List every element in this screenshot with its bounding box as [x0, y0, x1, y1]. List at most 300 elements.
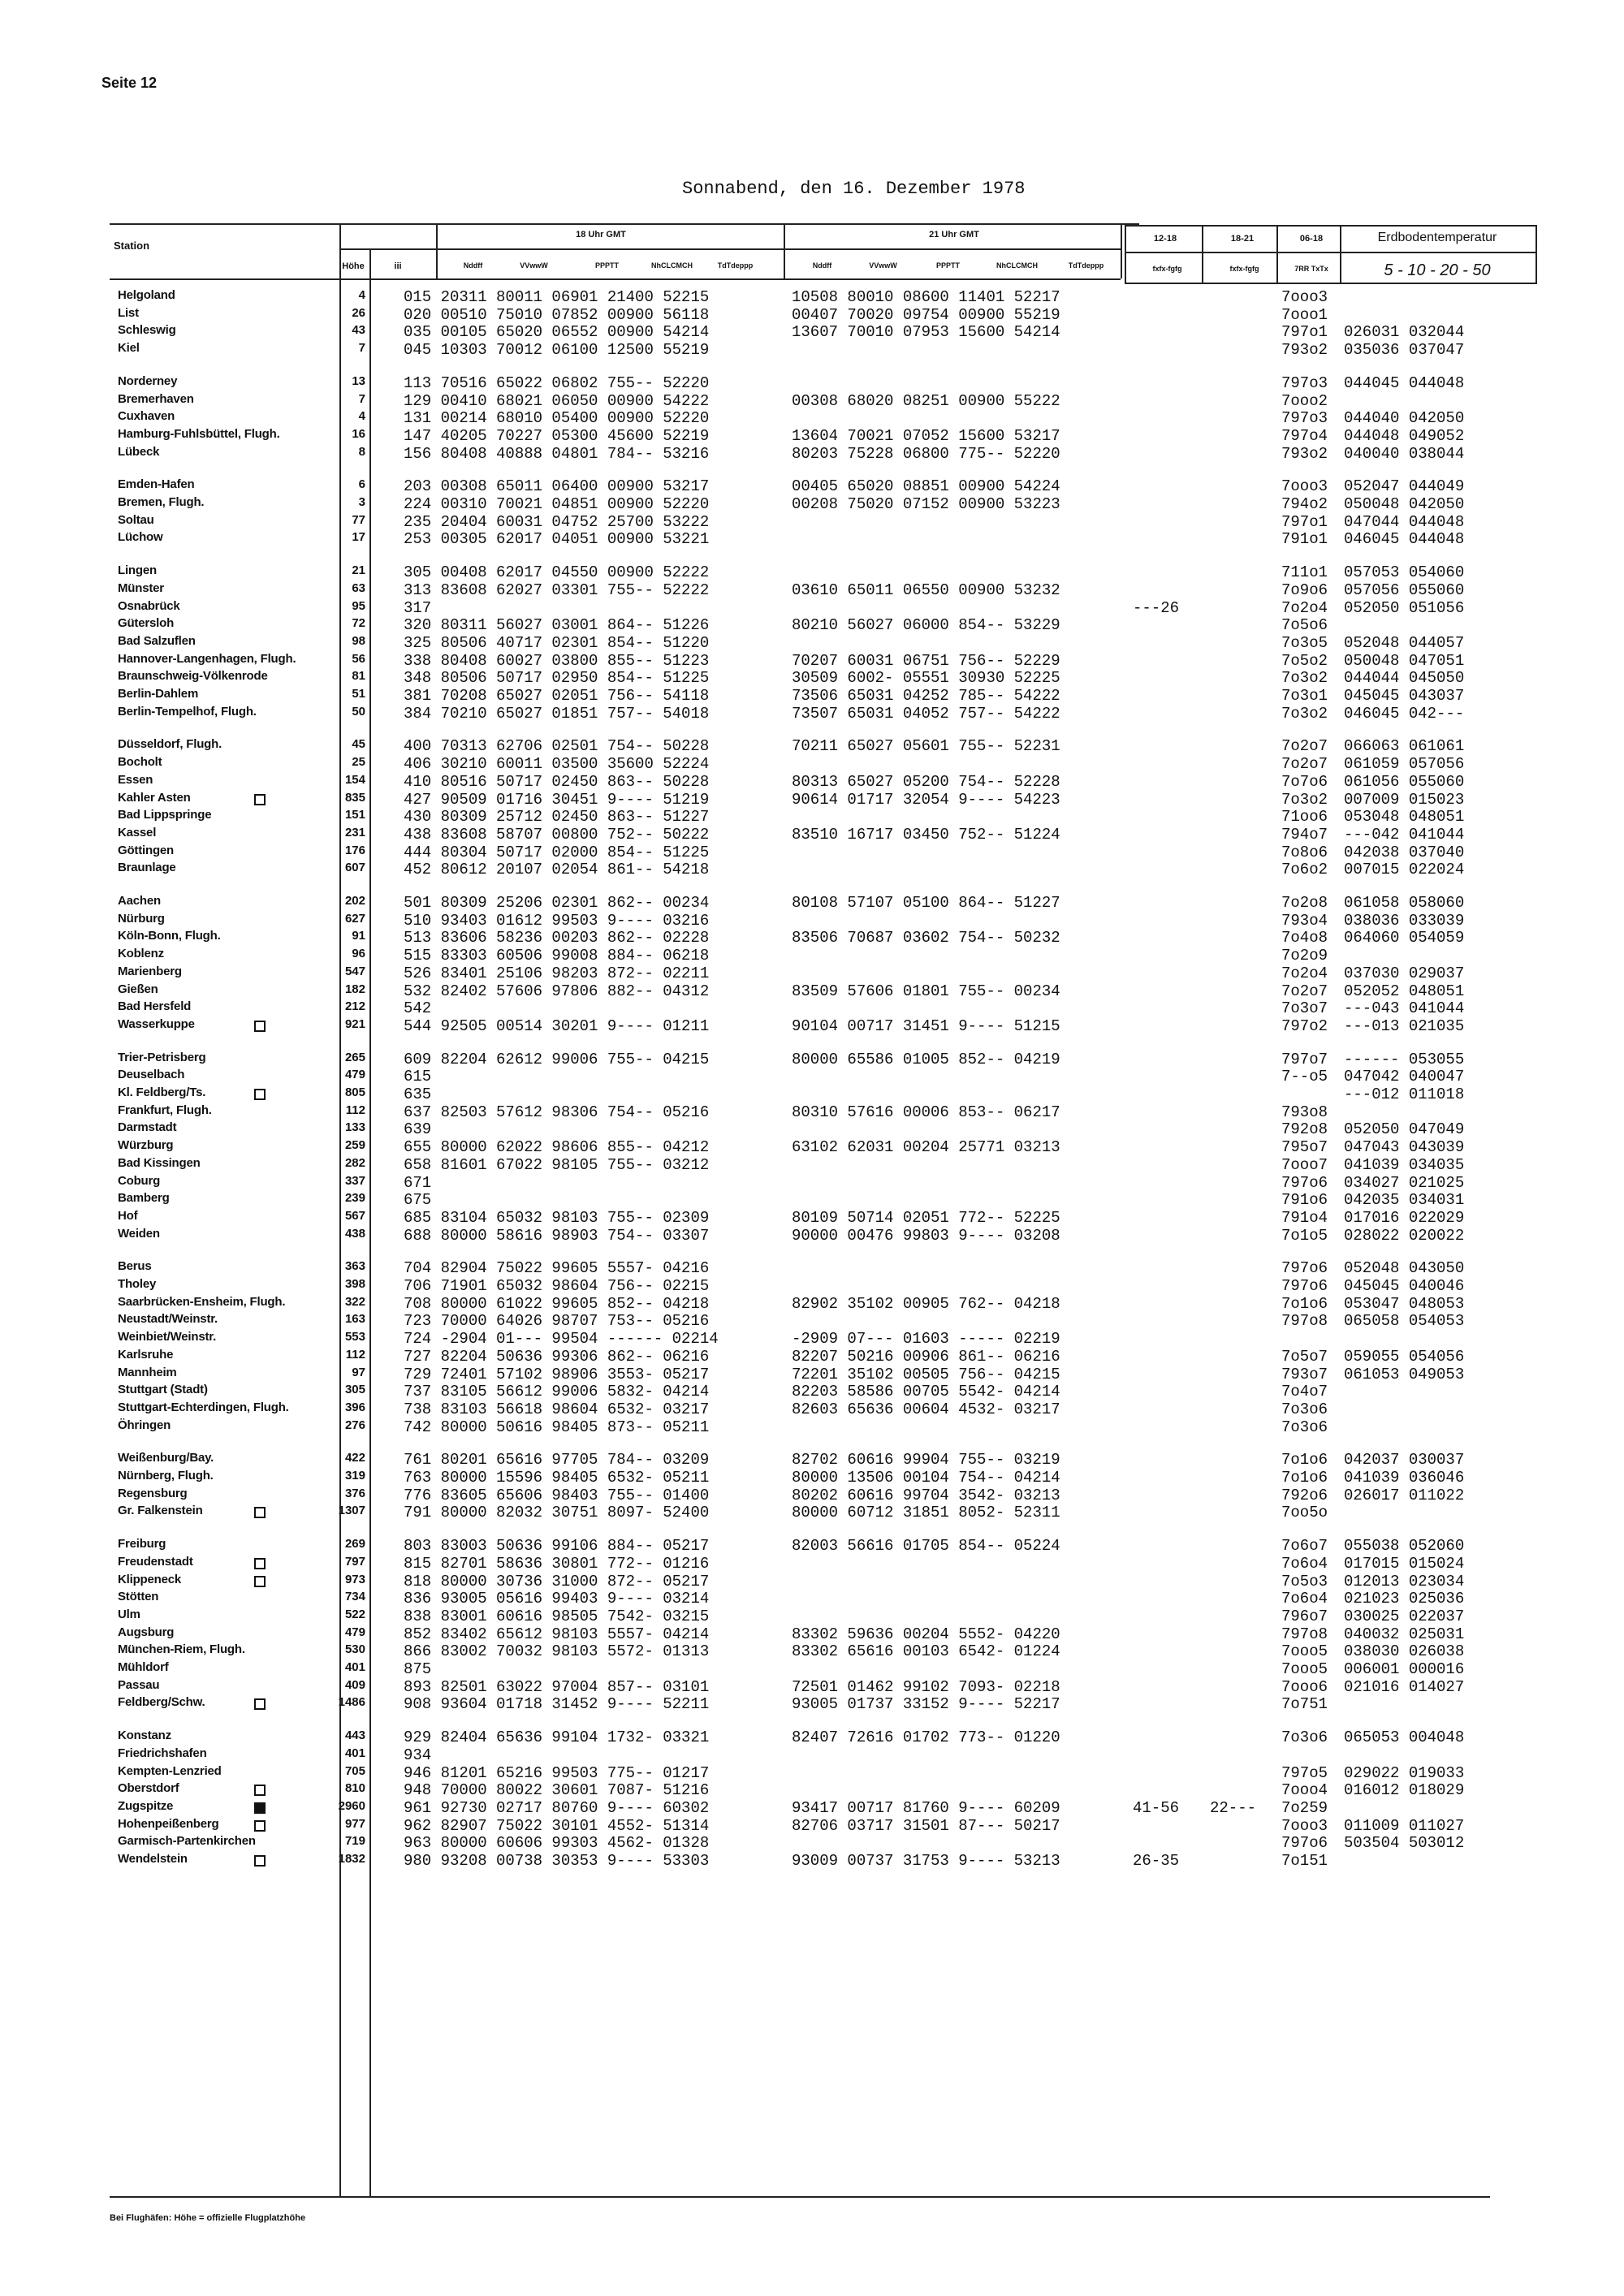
station-height: 797 [344, 1554, 365, 1569]
soil-temperature: 038030 026038 [1344, 1642, 1465, 1661]
open-square-icon [254, 1507, 266, 1518]
station-height: 705 [344, 1763, 365, 1778]
data-18-gmt: 658 81601 67022 98105 755-- 03212 [404, 1155, 710, 1174]
soil-temperature: ---013 021035 [1344, 1016, 1465, 1035]
data-21-gmt: 80000 13506 00104 754-- 04214 [792, 1469, 1060, 1487]
extra-06-18: 7ooo1 [1281, 305, 1328, 324]
data-18-gmt: 515 83303 60506 99008 884-- 06218 [404, 947, 710, 965]
top-rule [110, 223, 1139, 225]
header-18-col-2: PPPTT [594, 261, 619, 270]
data-18-gmt: 946 81201 65216 99503 775-- 01217 [404, 1763, 710, 1782]
data-18-gmt: 532 82402 57606 97806 882-- 04312 [404, 982, 710, 1000]
soil-temperature: 050048 042050 [1344, 495, 1465, 513]
extra-06-18: 797o8 [1281, 1625, 1328, 1643]
open-square-icon [254, 1021, 266, 1032]
soil-temperature: 052047 044049 [1344, 477, 1465, 496]
station-name: Stötten [118, 1590, 159, 1604]
soil-temperature: 044048 049052 [1344, 426, 1465, 445]
station-name: Gr. Falkenstein [118, 1504, 203, 1518]
soil-temperature: 021023 025036 [1344, 1590, 1465, 1608]
data-18-gmt: 131 00214 68010 05400 00900 52220 [404, 409, 710, 428]
open-square-icon [254, 1576, 266, 1587]
station-name: Friedrichshafen [118, 1746, 207, 1760]
soil-temperature: 065058 054053 [1344, 1312, 1465, 1331]
station-height: 282 [344, 1155, 365, 1170]
station-height: 4 [358, 409, 365, 424]
extra-06-18: 7o6o4 [1281, 1554, 1328, 1573]
soil-temperature: 044040 042050 [1344, 409, 1465, 428]
station-height: 182 [344, 982, 365, 996]
data-21-gmt: 82603 65636 00604 4532- 03217 [792, 1400, 1060, 1418]
station-height: 17 [352, 530, 365, 545]
station-name: Konstanz [118, 1728, 171, 1743]
data-18-gmt: 688 80000 58616 98903 754-- 03307 [404, 1226, 710, 1245]
soil-temperature: 034027 021025 [1344, 1173, 1465, 1192]
data-18-gmt: 609 82204 62612 99006 755-- 04215 [404, 1050, 710, 1068]
data-18-gmt: 235 20404 60031 04752 25700 53222 [404, 512, 710, 531]
data-21-gmt: 90614 01717 32054 9---- 54223 [792, 790, 1060, 809]
station-height: 96 [352, 947, 365, 961]
station-name: Nürnberg, Flugh. [118, 1469, 214, 1482]
station-name: Mühldorf [118, 1660, 169, 1674]
header-station: Station [114, 240, 150, 252]
station-height: 547 [344, 964, 365, 978]
station-name: Koblenz [118, 947, 164, 961]
soil-temperature: 047042 040047 [1344, 1068, 1465, 1086]
soil-temperature: 017015 015024 [1344, 1554, 1465, 1573]
extra-06-18: 7o2o7 [1281, 982, 1328, 1000]
soil-temperature: 053048 048051 [1344, 808, 1465, 826]
data-18-gmt: 156 80408 40888 04801 784-- 53216 [404, 444, 710, 463]
station-height: 7 [358, 391, 365, 406]
data-18-gmt: 729 72401 57102 98906 3553- 05217 [404, 1365, 710, 1383]
divider-21-end [1121, 223, 1122, 278]
station-name: Norderney [118, 373, 178, 388]
station-height: 98 [352, 633, 365, 648]
station-name: Bremerhaven [118, 391, 194, 406]
extra-06-18: 7ooo3 [1281, 477, 1328, 496]
station-name: Bad Kissingen [118, 1155, 201, 1170]
soil-temperature: 061058 058060 [1344, 894, 1465, 912]
extra-06-18: 791o6 [1281, 1191, 1328, 1210]
page-date: Sonnabend, den 16. Dezember 1978 [682, 179, 1026, 199]
data-18-gmt: 836 93005 05616 99403 9---- 03214 [404, 1590, 710, 1608]
data-18-gmt: 317 [404, 598, 432, 617]
data-18-gmt: 253 00305 62017 04051 00900 53221 [404, 530, 710, 549]
soil-temperature: 030025 022037 [1344, 1607, 1465, 1625]
extra-06-18: 7o2o4 [1281, 598, 1328, 617]
extra-06-18: 797o3 [1281, 373, 1328, 392]
data-18-gmt: 962 82907 75022 30101 4552- 51314 [404, 1816, 710, 1835]
extra-06-18: 7o1o6 [1281, 1451, 1328, 1470]
soil-temperature: 061053 049053 [1344, 1365, 1465, 1383]
station-height: 63 [352, 580, 365, 595]
station-height: 112 [345, 1347, 365, 1362]
data-18-gmt: 671 [404, 1173, 432, 1192]
extra-06-18: 7o3o6 [1281, 1418, 1328, 1436]
data-18-gmt: 438 83608 58707 00800 752-- 50222 [404, 825, 710, 844]
divider-hoehe [369, 248, 371, 2197]
station-height: 401 [344, 1746, 365, 1760]
extra-06-18: 793o8 [1281, 1103, 1328, 1121]
data-18-gmt: 639 [404, 1120, 432, 1139]
extra-06-18: 7o6o4 [1281, 1590, 1328, 1608]
soil-temperature: 047044 044048 [1344, 512, 1465, 531]
station-height: 553 [344, 1330, 365, 1344]
data-18-gmt: 444 80304 50717 02000 854-- 51225 [404, 843, 710, 861]
station-height: 810 [344, 1781, 365, 1796]
soil-temperature: 052050 047049 [1344, 1120, 1465, 1139]
station-name: Deuselbach [118, 1068, 185, 1082]
station-name: Bocholt [118, 755, 162, 770]
station-name: Neustadt/Weinstr. [118, 1312, 218, 1327]
station-name: Soltau [118, 512, 154, 527]
extra-06-18: 797o6 [1281, 1173, 1328, 1192]
station-name: Kempten-Lenzried [118, 1763, 222, 1778]
soil-temperature: 503504 503012 [1344, 1834, 1465, 1853]
station-height: 1486 [338, 1695, 365, 1710]
extra-06-18: 7o2o7 [1281, 755, 1328, 774]
soil-temperature: 046045 044048 [1344, 530, 1465, 549]
header-iii: iii [394, 261, 402, 271]
data-21-gmt: 03610 65011 06550 00900 53232 [792, 580, 1060, 599]
divider-ext-1 [1125, 225, 1126, 283]
soil-temperature: 042038 037040 [1344, 843, 1465, 861]
extra-06-18: 7o3o2 [1281, 669, 1328, 688]
station-height: 6 [358, 477, 365, 492]
open-square-icon [254, 794, 266, 805]
extra-06-18: 7o3o7 [1281, 999, 1328, 1018]
extra-06-18: 7o5o7 [1281, 1347, 1328, 1366]
divider-ext-4 [1340, 225, 1341, 283]
station-name: Karlsruhe [118, 1347, 174, 1362]
soil-temperature: 035036 037047 [1344, 341, 1465, 360]
station-name: Kassel [118, 825, 157, 839]
extra-06-18: 7o2o9 [1281, 947, 1328, 965]
soil-temperature: 028022 020022 [1344, 1226, 1465, 1245]
station-name: Garmisch-Partenkirchen [118, 1834, 256, 1849]
data-18-gmt: 948 70000 80022 30601 7087- 51216 [404, 1781, 710, 1800]
station-height: 1307 [338, 1504, 365, 1518]
data-21-gmt: 00405 65020 08851 00900 54224 [792, 477, 1060, 496]
station-height: 8 [358, 444, 365, 459]
data-21-gmt: 83509 57606 01801 755-- 00234 [792, 982, 1060, 1000]
extra-06-18: 797o4 [1281, 426, 1328, 445]
divider-groups [784, 223, 785, 278]
extra-06-18: 7o7o6 [1281, 772, 1328, 791]
station-height: 479 [344, 1625, 365, 1639]
station-height: 276 [344, 1418, 365, 1432]
data-18-gmt: 980 93208 00738 30353 9---- 53303 [404, 1852, 710, 1870]
header-18-uhr: 18 Uhr GMT [576, 230, 626, 240]
station-name: Frankfurt, Flugh. [118, 1103, 212, 1117]
soil-temperature: 053047 048053 [1344, 1294, 1465, 1313]
extra-06-18: 71oo6 [1281, 808, 1328, 826]
station-height: 81 [352, 669, 365, 684]
extra-06-18: 7o4o8 [1281, 929, 1328, 947]
data-18-gmt: 305 00408 62017 04550 00900 52222 [404, 563, 710, 582]
data-18-gmt: 838 83001 60616 98505 7542- 03215 [404, 1607, 710, 1625]
station-height: 25 [352, 755, 365, 770]
data-21-gmt: 73506 65031 04252 785-- 54222 [792, 687, 1060, 705]
data-18-gmt: 738 83103 56618 98604 6532- 03217 [404, 1400, 710, 1418]
station-height: 21 [352, 563, 365, 578]
extra-06-18: 793o2 [1281, 444, 1328, 463]
extra-06-18: 7o1o5 [1281, 1226, 1328, 1245]
ext-top-rule [1125, 225, 1537, 227]
data-18-gmt: 934 [404, 1746, 432, 1764]
station-name: Bad Salzuflen [118, 633, 196, 648]
data-18-gmt: 020 00510 75010 07852 00900 56118 [404, 305, 710, 324]
header-hoehe: Höhe [342, 261, 365, 271]
data-18-gmt: 761 80201 65616 97705 784-- 03209 [404, 1451, 710, 1470]
soil-temperature: 052048 044057 [1344, 633, 1465, 652]
ext-bottom-rule [1125, 283, 1537, 284]
extra-12-18: ---26 [1133, 598, 1180, 617]
station-name: Augsburg [118, 1625, 175, 1639]
open-square-icon [254, 1820, 266, 1832]
extra-06-18: 792o8 [1281, 1120, 1328, 1139]
station-name: Bad Lippspringe [118, 808, 212, 822]
extra-06-18: 7ooo3 [1281, 288, 1328, 306]
station-height: 977 [344, 1816, 365, 1831]
page-label: Seite 12 [102, 75, 158, 91]
data-18-gmt: 400 70313 62706 02501 754-- 50228 [404, 737, 710, 756]
extra-06-18: 7o4o7 [1281, 1383, 1328, 1401]
station-name: List [118, 305, 139, 320]
station-height: 45 [352, 737, 365, 752]
station-name: Regensburg [118, 1486, 188, 1500]
extra-06-18: 797o3 [1281, 409, 1328, 428]
extra-06-18: 797o7 [1281, 1050, 1328, 1068]
data-21-gmt: 70211 65027 05601 755-- 52231 [792, 737, 1060, 756]
station-name: Berus [118, 1259, 152, 1274]
station-name: Köln-Bonn, Flugh. [118, 929, 221, 943]
data-18-gmt: 513 83606 58236 00203 862-- 02228 [404, 929, 710, 947]
soil-temperature: 021016 014027 [1344, 1677, 1465, 1696]
data-18-gmt: 929 82404 65636 99104 1732- 03321 [404, 1728, 710, 1747]
station-height: 973 [344, 1572, 365, 1586]
data-18-gmt: 708 80000 61022 99605 852-- 04218 [404, 1294, 710, 1313]
station-height: 202 [344, 894, 365, 908]
soil-temperature: 017016 022029 [1344, 1208, 1465, 1227]
extra-06-18: 7o3o5 [1281, 633, 1328, 652]
soil-temperature: 045045 040046 [1344, 1277, 1465, 1295]
extra-12-18: 26-35 [1133, 1852, 1180, 1870]
extra-06-18: 7o2o4 [1281, 964, 1328, 982]
soil-temperature: 061059 057056 [1344, 755, 1465, 774]
data-18-gmt: 526 83401 25106 98203 872-- 02211 [404, 964, 710, 982]
station-height: 133 [344, 1120, 365, 1135]
data-18-gmt: 113 70516 65022 06802 755-- 52220 [404, 373, 710, 392]
station-name: Freudenstadt [118, 1554, 193, 1569]
station-name: Braunlage [118, 861, 176, 875]
soil-temperature: 012013 023034 [1344, 1572, 1465, 1590]
data-21-gmt: 83302 59636 00204 5552- 04220 [792, 1625, 1060, 1643]
station-height: 163 [344, 1312, 365, 1327]
header-18-col-1: VVwwW [520, 261, 548, 270]
extra-06-18: 794o2 [1281, 495, 1328, 513]
data-18-gmt: 384 70210 65027 01851 757-- 54018 [404, 704, 710, 723]
soil-temperature: 066063 061061 [1344, 737, 1465, 756]
soil-temperature: 065053 004048 [1344, 1728, 1465, 1747]
data-21-gmt: 00407 70020 09754 00900 55219 [792, 305, 1060, 324]
extra-06-18: 791o1 [1281, 530, 1328, 549]
station-name: Lüchow [118, 530, 163, 545]
station-name: Hamburg-Fuhlsbüttel, Flugh. [118, 426, 280, 441]
open-square-icon [254, 1558, 266, 1569]
data-21-gmt: 82003 56616 01705 854-- 05224 [792, 1537, 1060, 1556]
extra-06-18: 7o3o2 [1281, 704, 1328, 723]
data-18-gmt: 224 00310 70021 04851 00900 52220 [404, 495, 710, 513]
station-height: 734 [344, 1590, 365, 1604]
data-21-gmt: 82702 60616 99904 755-- 03219 [792, 1451, 1060, 1470]
data-18-gmt: 544 92505 00514 30201 9---- 01211 [404, 1016, 710, 1035]
station-name: Hohenpeißenberg [118, 1816, 219, 1831]
station-height: 530 [344, 1642, 365, 1657]
extra-06-18: 7o5o2 [1281, 651, 1328, 670]
data-18-gmt: 203 00308 65011 06400 00900 53217 [404, 477, 710, 496]
station-height: 77 [352, 512, 365, 527]
data-18-gmt: 908 93604 01718 31452 9---- 52211 [404, 1695, 710, 1714]
data-21-gmt: 80202 60616 99704 3542- 03213 [792, 1486, 1060, 1504]
station-height: 212 [344, 999, 365, 1014]
data-18-gmt: 035 00105 65020 06552 00900 54214 [404, 323, 710, 342]
extra-06-18: 7o8o6 [1281, 843, 1328, 861]
header-21-col-0: Nddff [812, 261, 832, 270]
extra-06-18: 794o7 [1281, 825, 1328, 844]
soil-temperature: ---042 041044 [1344, 825, 1465, 844]
station-name: Wasserkuppe [118, 1016, 195, 1031]
data-21-gmt: 80000 60712 31851 8052- 52311 [792, 1504, 1060, 1522]
extra-06-18: 7o2o8 [1281, 894, 1328, 912]
data-18-gmt: 742 80000 50616 98405 873-- 05211 [404, 1418, 710, 1436]
station-name: Ulm [118, 1607, 140, 1621]
divider-ext-2 [1202, 225, 1203, 283]
station-name: Lübeck [118, 444, 160, 459]
station-name: Trier-Petrisberg [118, 1050, 206, 1064]
data-18-gmt: 320 80311 56027 03001 864-- 51226 [404, 616, 710, 635]
extra-06-18: 7o2o7 [1281, 737, 1328, 756]
station-name: Stuttgart-Echterdingen, Flugh. [118, 1400, 289, 1414]
station-height: 72 [352, 616, 365, 631]
data-21-gmt: 00208 75020 07152 00900 53223 [792, 495, 1060, 513]
data-18-gmt: 791 80000 82032 30751 8097- 52400 [404, 1504, 710, 1522]
station-height: 16 [352, 426, 365, 441]
data-18-gmt: 147 40205 70227 05300 45600 52219 [404, 426, 710, 445]
extra-06-18: 7o3o1 [1281, 687, 1328, 705]
extra-06-18: 7ooo5 [1281, 1642, 1328, 1661]
soil-temperature: 040032 025031 [1344, 1625, 1465, 1643]
data-18-gmt: 430 80309 25712 02450 863-- 51227 [404, 808, 710, 826]
station-name: Wendelstein [118, 1852, 188, 1866]
station-height: 239 [344, 1191, 365, 1206]
station-height: 401 [344, 1660, 365, 1674]
station-height: 7 [358, 341, 365, 356]
extra-06-18: 711o1 [1281, 563, 1328, 582]
extra-06-18: 797o2 [1281, 1016, 1328, 1035]
station-name: Oberstdorf [118, 1781, 179, 1796]
station-height: 231 [344, 825, 365, 839]
data-21-gmt: 82203 58586 00705 5542- 04214 [792, 1383, 1060, 1401]
data-18-gmt: 410 80516 50717 02450 863-- 50228 [404, 772, 710, 791]
open-square-icon [254, 1089, 266, 1100]
data-21-gmt: 30509 6002- 05551 30930 52225 [792, 669, 1060, 688]
station-height: 322 [344, 1294, 365, 1309]
header-18-col-4: TdTdeppp [717, 261, 754, 270]
header-erdboden: Erdbodentemperatur [1377, 231, 1497, 244]
station-name: Düsseldorf, Flugh. [118, 737, 222, 752]
header-06-18: 06-18 [1299, 234, 1324, 244]
soil-temperature: 041039 036046 [1344, 1469, 1465, 1487]
station-height: 422 [344, 1451, 365, 1465]
data-18-gmt: 542 [404, 999, 432, 1018]
soil-temperature: 037030 029037 [1344, 964, 1465, 982]
data-21-gmt: 70207 60031 06751 756-- 52229 [792, 651, 1060, 670]
data-21-gmt: 73507 65031 04052 757-- 54222 [792, 704, 1060, 723]
data-18-gmt: 655 80000 62022 98606 855-- 04212 [404, 1138, 710, 1157]
station-name: Gießen [118, 982, 158, 996]
station-height: 51 [352, 687, 365, 701]
station-height: 91 [352, 929, 365, 943]
extra-06-18: 793o4 [1281, 911, 1328, 930]
extra-06-18: 7o751 [1281, 1695, 1328, 1714]
soil-temperature: 064060 054059 [1344, 929, 1465, 947]
header-21-uhr: 21 Uhr GMT [929, 230, 979, 240]
data-21-gmt: 93417 00717 81760 9---- 60209 [792, 1798, 1060, 1817]
data-21-gmt: 80108 57107 05100 864-- 51227 [792, 894, 1060, 912]
extra-06-18: 7ooo6 [1281, 1677, 1328, 1696]
extra-06-18: 7--o5 [1281, 1068, 1328, 1086]
station-name: Zugspitze [118, 1798, 174, 1813]
station-name: Kahler Asten [118, 790, 191, 805]
soil-temperature: 047043 043039 [1344, 1138, 1465, 1157]
extra-06-18: 7o151 [1281, 1852, 1328, 1870]
extra-06-18: 7ooo5 [1281, 1660, 1328, 1678]
soil-temperature: 044045 044048 [1344, 373, 1465, 392]
soil-temperature: 044044 045050 [1344, 669, 1465, 688]
station-name: Göttingen [118, 843, 175, 857]
station-height: 396 [344, 1400, 365, 1414]
soil-temperature: 057053 054060 [1344, 563, 1465, 582]
header-depths: 5 - 10 - 20 - 50 [1384, 261, 1491, 279]
soil-temperature: ---043 041044 [1344, 999, 1465, 1018]
data-18-gmt: 406 30210 60011 03500 35600 52224 [404, 755, 710, 774]
soil-temperature: 042037 030037 [1344, 1451, 1465, 1470]
station-height: 479 [344, 1068, 365, 1082]
data-18-gmt: 427 90509 01716 30451 9---- 51219 [404, 790, 710, 809]
data-21-gmt: 82902 35102 00905 762-- 04218 [792, 1294, 1060, 1313]
soil-temperature: 042035 034031 [1344, 1191, 1465, 1210]
data-21-gmt: 80000 65586 01005 852-- 04219 [792, 1050, 1060, 1068]
station-height: 319 [344, 1469, 365, 1482]
soil-temperature: 038036 033039 [1344, 911, 1465, 930]
station-height: 13 [352, 373, 365, 388]
extra-06-18: 797o8 [1281, 1312, 1328, 1331]
data-18-gmt: 615 [404, 1068, 432, 1086]
divider-iii [436, 223, 438, 278]
soil-temperature: 006001 000016 [1344, 1660, 1465, 1678]
soil-temperature: 061056 055060 [1344, 772, 1465, 791]
soil-temperature: 016012 018029 [1344, 1781, 1465, 1800]
header-sub-3: 7RR TxTx [1294, 265, 1328, 273]
data-21-gmt: 10508 80010 08600 11401 52217 [792, 288, 1060, 306]
station-name: Mannheim [118, 1365, 177, 1379]
data-21-gmt: 80310 57616 00006 853-- 06217 [792, 1103, 1060, 1121]
extra-06-18: 797o6 [1281, 1259, 1328, 1278]
soil-temperature: 045045 043037 [1344, 687, 1465, 705]
divider-ext-3 [1276, 225, 1278, 283]
